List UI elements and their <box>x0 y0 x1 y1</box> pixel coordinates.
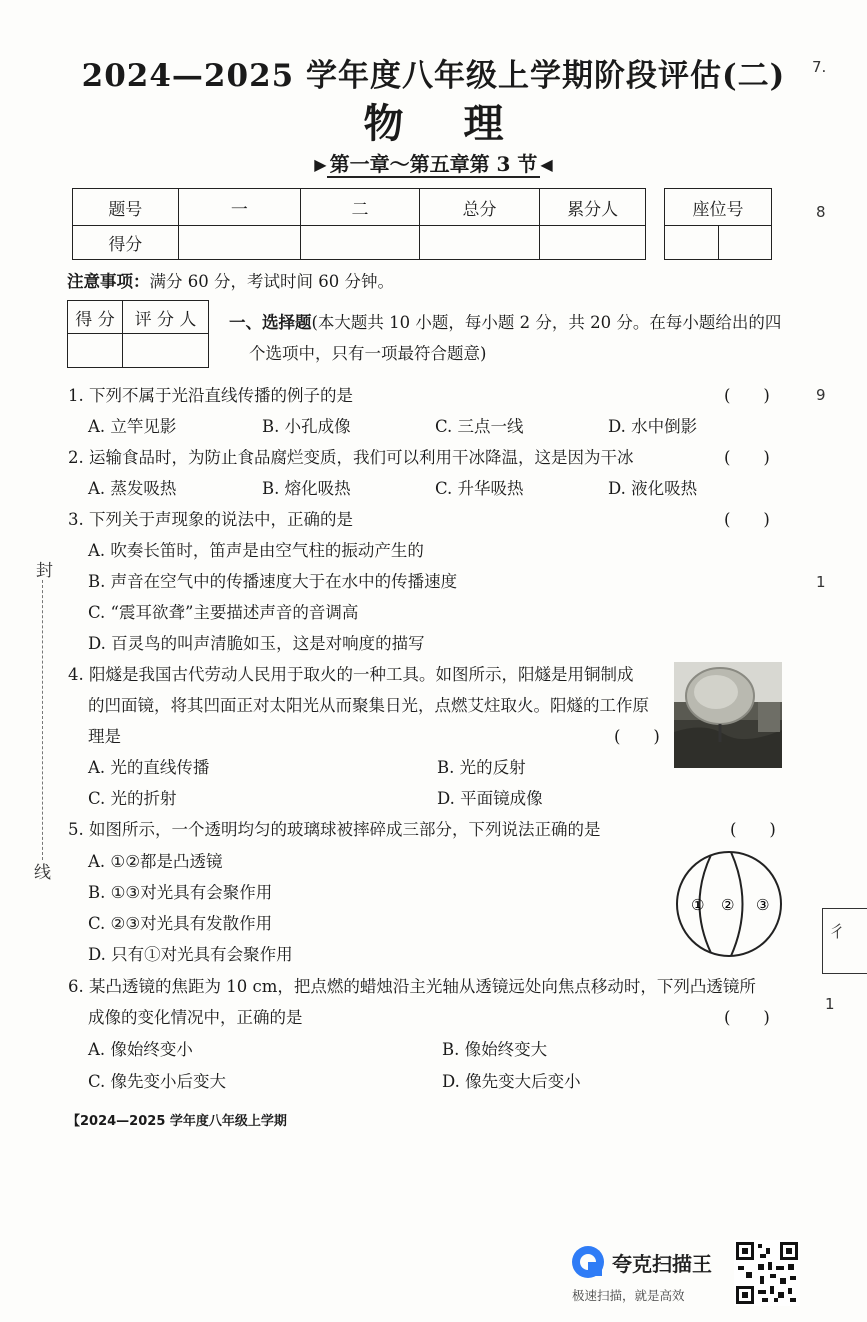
option: C. ②③对光具有发散作用 <box>88 914 273 933</box>
seat-cell[interactable] <box>665 226 719 260</box>
option: C. “震耳欲聋”主要描述声音的音调高 <box>88 603 359 622</box>
score-table-header: 二 <box>301 189 420 226</box>
brand-name: 夸克扫描王 <box>612 1252 712 1276</box>
score-table-header: 一 <box>178 189 301 226</box>
score-table-header: 题号 <box>73 189 179 226</box>
question-stem: 1. 下列不属于光沿直线传播的例子的是 <box>68 386 353 405</box>
score-cell[interactable] <box>540 226 646 260</box>
score-cell[interactable] <box>419 226 540 260</box>
seat-table <box>664 188 772 260</box>
chapter-text: 第一章～第五章第 3 节 <box>327 152 541 178</box>
section-title: 一、选择题 <box>229 313 312 332</box>
grader-score-cell[interactable] <box>68 334 123 368</box>
option: A. 像始终变小 <box>88 1040 193 1059</box>
score-row-label: 得分 <box>73 226 179 260</box>
option: A. 立竿见影 <box>88 417 177 436</box>
subject-title: 物理 <box>363 100 564 147</box>
left-arrow-icon: ▶ <box>314 155 327 174</box>
binding-line <box>42 580 43 860</box>
option: D. 水中倒影 <box>608 417 698 436</box>
option: A. 蒸发吸热 <box>88 479 177 498</box>
option: B. 声音在空气中的传播速度大于在水中的传播速度 <box>88 572 458 591</box>
section-header <box>229 307 789 369</box>
option: B. 像始终变大 <box>442 1040 548 1059</box>
score-cell[interactable] <box>178 226 301 260</box>
section-desc: 个选项中，只有一项最符合题意) <box>249 344 487 363</box>
option: D. 液化吸热 <box>608 479 698 498</box>
option: A. 光的直线传播 <box>88 758 210 777</box>
footer-text: 【2024—2025 学年度八年级上学期 <box>67 1114 287 1129</box>
question-stem: 成像的变化情况中，正确的是 <box>88 1008 303 1027</box>
option: D. 像先变大后变小 <box>442 1072 581 1091</box>
option: D. 百灵鸟的叫声清脆如玉，这是对响度的描写 <box>88 634 425 653</box>
section-desc: (本大题共 10 小题，每小题 2 分，共 20 分。在每小题给出的四 <box>311 313 782 332</box>
margin-mark: 彳 <box>829 922 846 941</box>
score-cell[interactable] <box>301 226 420 260</box>
answer-paren[interactable]: ( ) <box>614 727 660 746</box>
option: D. 平面镜成像 <box>437 789 543 808</box>
answer-paren[interactable]: ( ) <box>724 448 770 467</box>
answer-paren[interactable]: ( ) <box>724 386 770 405</box>
grader-score-label: 得 分 <box>68 301 123 334</box>
figure-label: ① <box>691 896 705 914</box>
binding-mark: 封 <box>36 561 53 581</box>
grader-name-label: 评 分 人 <box>123 301 209 334</box>
score-table-header: 总分 <box>419 189 540 226</box>
glass-ball-figure <box>674 842 784 966</box>
option: B. 小孔成像 <box>262 417 351 436</box>
score-table <box>72 188 646 260</box>
question-stem: 5. 如图所示，一个透明均匀的玻璃球被摔碎成三部分，下列说法正确的是 <box>68 820 601 839</box>
option: B. 光的反射 <box>437 758 526 777</box>
grader-name-cell[interactable] <box>123 334 209 368</box>
figure-label: ② <box>721 896 735 914</box>
notice-text: 满分 60 分，考试时间 60 分钟。 <box>149 272 394 291</box>
question-stem: 4. 阳燧是我国古代劳动人民用于取火的一种工具。如图所示，阳燧是用铜制成 <box>68 665 634 684</box>
option: C. 光的折射 <box>88 789 177 808</box>
right-arrow-icon: ◀ <box>540 155 553 174</box>
question-stem: 6. 某凸透镜的焦距为 10 cm，把点燃的蜡烛沿主光轴从透镜远处向焦点移动时，下列凸透镜所 <box>68 977 756 996</box>
seat-label: 座位号 <box>665 189 772 226</box>
option: A. 吹奏长笛时，笛声是由空气柱的振动产生的 <box>88 541 424 560</box>
score-table-header: 累分人 <box>540 189 646 226</box>
option: B. 熔化吸热 <box>262 479 351 498</box>
option: A. ①②都是凸透镜 <box>88 852 223 871</box>
brand-slogan: 极速扫描，就是高效 <box>572 1288 685 1303</box>
figure-label: ③ <box>756 896 770 914</box>
option: B. ①③对光具有会聚作用 <box>88 883 273 902</box>
grader-box <box>67 300 209 368</box>
answer-paren[interactable]: ( ) <box>724 1008 770 1027</box>
margin-mark: 1 <box>816 573 826 591</box>
option: D. 只有①对光具有会聚作用 <box>88 945 293 964</box>
question-stem: 3. 下列关于声现象的说法中，正确的是 <box>68 510 353 529</box>
question-stem: 2. 运输食品时，为防止食品腐烂变质，我们可以利用干冰降温，这是因为干冰 <box>68 448 634 467</box>
notice <box>67 268 394 292</box>
question-stem: 理是 <box>88 727 121 746</box>
seat-cell[interactable] <box>718 226 772 260</box>
question-stem: 的凹面镜，将其凹面正对太阳光从而聚集日光，点燃艾炷取火。阳燧的工作原 <box>88 696 649 715</box>
option: C. 三点一线 <box>435 417 524 436</box>
notice-label: 注意事项： <box>67 272 150 291</box>
chapter-range <box>0 148 867 177</box>
margin-mark: 9 <box>816 386 826 404</box>
option: C. 像先变小后变大 <box>88 1072 227 1091</box>
margin-mark: 7. <box>812 58 827 76</box>
margin-mark: 8 <box>816 203 826 221</box>
scanner-logo-icon <box>570 1244 606 1280</box>
margin-mark: 1 <box>825 995 835 1013</box>
answer-paren[interactable]: ( ) <box>730 820 776 839</box>
exam-title: 2024—2025 学年度八年级上学期阶段评估(二) <box>81 58 786 94</box>
burning-mirror-photo <box>674 662 782 768</box>
binding-mark: 线 <box>34 863 51 883</box>
edge-box <box>822 908 867 974</box>
qr-code-icon <box>734 1240 800 1306</box>
option: C. 升华吸热 <box>435 479 524 498</box>
answer-paren[interactable]: ( ) <box>724 510 770 529</box>
